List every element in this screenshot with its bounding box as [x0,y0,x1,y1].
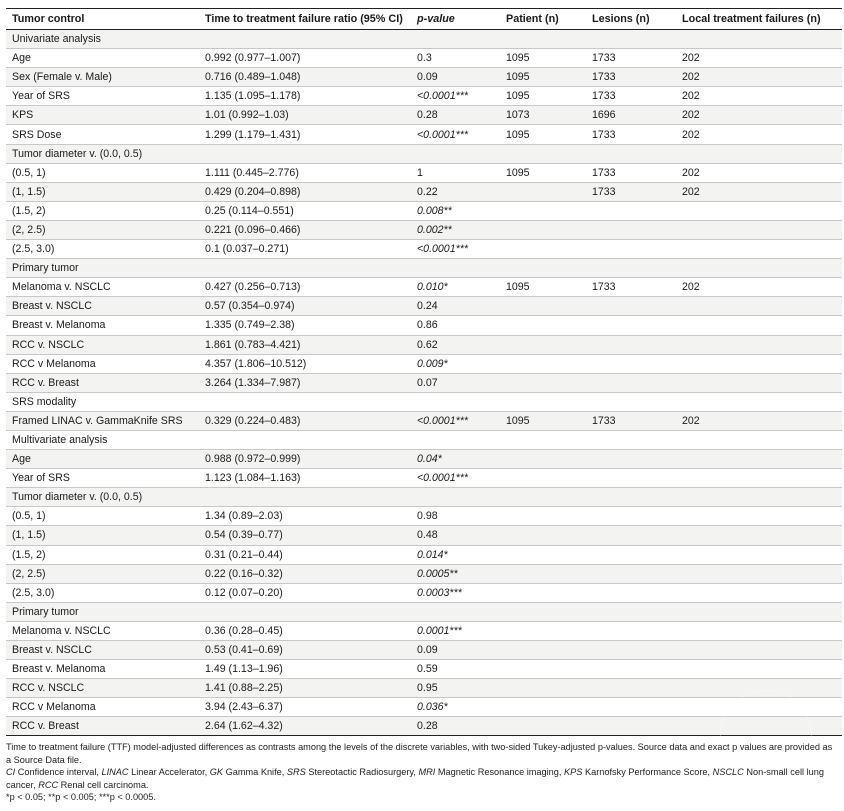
cell-lesions [586,316,676,335]
cell-patients [500,201,586,220]
cell-failures: 202 [676,125,842,144]
cell-patients: 1095 [500,87,586,106]
cell-patients [500,564,586,583]
cell-p-value: 0.24 [411,297,500,316]
table-row [6,297,842,316]
cell-variable: (0.5, 1) [6,163,199,182]
cell-failures [676,679,842,698]
cell-lesions [586,469,676,488]
abbreviation: KPS [564,767,583,778]
cell-lesions [586,679,676,698]
cell-ttf-ratio: 0.716 (0.489–1.048) [199,68,411,87]
cell-failures: 202 [676,106,842,125]
cell-variable: Year of SRS [6,87,199,106]
cell-lesions [586,450,676,469]
cell-ttf-ratio: 1.49 (1.13–1.96) [199,660,411,679]
cell-p-value: 0.22 [411,182,500,201]
cell-failures [676,583,842,602]
cell-patients [500,698,586,717]
cell-lesions: 1696 [586,106,676,125]
section-row [6,430,842,449]
cell-variable: Year of SRS [6,469,199,488]
cell-p-value: 0.002** [411,220,500,239]
cell-patients [500,507,586,526]
cell-p-value: 0.09 [411,68,500,87]
section-label: SRS modality [6,392,842,411]
cell-p-value: <0.0001*** [411,411,500,430]
cell-p-value: 0.07 [411,373,500,392]
table-row [6,163,842,182]
cell-variable: Framed LINAC v. GammaKnife SRS [6,411,199,430]
table-row [6,201,842,220]
cell-lesions [586,641,676,660]
table-body [6,30,842,736]
section-label: Primary tumor [6,259,842,278]
cell-variable: Melanoma v. NSCLC [6,621,199,640]
cell-failures [676,698,842,717]
cell-ttf-ratio: 4.357 (1.806–10.512) [199,354,411,373]
cell-lesions [586,583,676,602]
cell-failures [676,641,842,660]
table-row [6,373,842,392]
abbreviation-definition: Confidence interval, [15,767,102,778]
cell-ttf-ratio: 3.264 (1.334–7.987) [199,373,411,392]
cell-p-value: 0.014* [411,545,500,564]
table-row [6,526,842,545]
table-footnotes [6,741,836,804]
section-row [6,144,842,163]
cell-variable: (2, 2.5) [6,220,199,239]
cell-ttf-ratio: 3.94 (2.43–6.37) [199,698,411,717]
cell-failures [676,717,842,736]
cell-variable: (2, 2.5) [6,564,199,583]
cell-lesions [586,297,676,316]
section-label: Multivariate analysis [6,430,842,449]
cell-ttf-ratio: 0.988 (0.972–0.999) [199,450,411,469]
table-row [6,316,842,335]
cell-ttf-ratio: 0.329 (0.224–0.483) [199,411,411,430]
cell-variable: SRS Dose [6,125,199,144]
cell-ttf-ratio: 0.57 (0.354–0.974) [199,297,411,316]
cell-variable: Melanoma v. NSCLC [6,278,199,297]
cell-p-value: 0.59 [411,660,500,679]
cell-p-value: 0.95 [411,679,500,698]
cell-ttf-ratio: 1.299 (1.179–1.431) [199,125,411,144]
cell-failures: 202 [676,411,842,430]
cell-lesions [586,621,676,640]
cell-variable: KPS [6,106,199,125]
cell-failures: 202 [676,163,842,182]
cell-lesions [586,354,676,373]
section-label: Tumor diameter v. (0.0, 0.5) [6,144,842,163]
cell-failures [676,564,842,583]
cell-lesions [586,564,676,583]
cell-ttf-ratio: 0.992 (0.977–1.007) [199,49,411,68]
section-row [6,602,842,621]
table-row [6,68,842,87]
cell-patients [500,641,586,660]
cell-variable: (2.5, 3.0) [6,240,199,259]
table-row [6,106,842,125]
cell-variable: RCC v. NSCLC [6,335,199,354]
table-container [6,0,842,804]
cell-patients [500,297,586,316]
abbreviation: NSCLC [712,767,744,778]
cell-p-value: 0.28 [411,717,500,736]
cell-lesions [586,373,676,392]
cell-failures [676,220,842,239]
cell-patients: 1073 [500,106,586,125]
cell-failures [676,507,842,526]
table-row [6,354,842,373]
table-row [6,240,842,259]
table-row [6,125,842,144]
cell-failures: 202 [676,278,842,297]
cell-patients: 1095 [500,49,586,68]
cell-patients: 1095 [500,411,586,430]
cell-variable: (1, 1.5) [6,526,199,545]
cell-p-value: <0.0001*** [411,125,500,144]
abbreviation: MRI [418,767,436,778]
cell-patients [500,621,586,640]
cell-ttf-ratio: 0.31 (0.21–0.44) [199,545,411,564]
abbreviation-definition: Non-small cell lung cancer, [6,767,824,790]
cell-variable: (2.5, 3.0) [6,583,199,602]
cell-p-value: 0.3 [411,49,500,68]
table-row [6,507,842,526]
cell-p-value: 0.0003*** [411,583,500,602]
cell-p-value: 0.0001*** [411,621,500,640]
cell-lesions [586,201,676,220]
cell-variable: Breast v. Melanoma [6,660,199,679]
cell-variable: Breast v. NSCLC [6,297,199,316]
cell-lesions: 1733 [586,87,676,106]
abbreviation: SRS [286,767,306,778]
cell-patients [500,316,586,335]
header-p-value [411,9,500,30]
cell-lesions [586,526,676,545]
cell-lesions [586,698,676,717]
cell-p-value: 0.48 [411,526,500,545]
table-row [6,564,842,583]
cell-lesions [586,335,676,354]
cell-ttf-ratio: 0.1 (0.037–0.271) [199,240,411,259]
cell-variable: (0.5, 1) [6,507,199,526]
cell-ttf-ratio: 1.123 (1.084–1.163) [199,469,411,488]
cell-ttf-ratio: 1.01 (0.992–1.03) [199,106,411,125]
cell-lesions: 1733 [586,182,676,201]
cell-ttf-ratio: 1.861 (0.783–4.421) [199,335,411,354]
footnote-description: Time to treatment failure (TTF) model-adjusted differences as contrasts among the levels of the discrete variables, with two-sided Tukey-adjusted p-values. Source data and exact p values are provided as a Source Data file. [6,742,833,765]
table-row [6,583,842,602]
cell-patients [500,583,586,602]
cell-p-value: 0.86 [411,316,500,335]
cell-patients [500,182,586,201]
cell-patients [500,717,586,736]
cell-ttf-ratio: 1.335 (0.749–2.38) [199,316,411,335]
cell-p-value: 0.09 [411,641,500,660]
abbreviation: CI [6,767,16,778]
header-lesions: Lesions (n) [586,9,676,30]
cell-failures [676,297,842,316]
cell-variable: RCC v. Breast [6,717,199,736]
cell-p-value: 0.04* [411,450,500,469]
header-p-value-label: p-value [417,13,455,25]
section-row [6,30,842,49]
cell-patients [500,469,586,488]
footnote-significance: *p < 0.05; **p < 0.005; ***p < 0.0005. [6,792,156,803]
cell-lesions [586,717,676,736]
cell-ttf-ratio: 2.64 (1.62–4.32) [199,717,411,736]
table-row [6,679,842,698]
cell-ttf-ratio: 1.41 (0.88–2.25) [199,679,411,698]
cell-p-value: 0.008** [411,201,500,220]
cell-failures: 202 [676,49,842,68]
section-label: Primary tumor [6,602,842,621]
table-row [6,87,842,106]
cell-patients [500,450,586,469]
table-row [6,469,842,488]
abbreviation-definition: Karnofsky Performance Score, [582,767,713,778]
table-row [6,220,842,239]
header-patient: Patient (n) [500,9,586,30]
cell-ttf-ratio: 0.12 (0.07–0.20) [199,583,411,602]
cell-lesions [586,507,676,526]
cell-lesions: 1733 [586,125,676,144]
cell-failures [676,354,842,373]
cell-patients [500,354,586,373]
abbreviation-definition: Stereotactic Radiosurgery, [305,767,419,778]
header-ttf-ratio: Time to treatment failure ratio (95% CI) [199,9,411,30]
cell-variable: (1.5, 2) [6,545,199,564]
cell-p-value: 0.98 [411,507,500,526]
abbreviation-definition: Magnetic Resonance imaging, [435,767,565,778]
cell-variable: (1.5, 2) [6,201,199,220]
cell-failures [676,469,842,488]
cell-p-value: 0.0005** [411,564,500,583]
cell-variable: RCC v Melanoma [6,354,199,373]
cell-patients: 1095 [500,68,586,87]
cell-variable: RCC v. Breast [6,373,199,392]
cell-ttf-ratio: 0.429 (0.204–0.898) [199,182,411,201]
table-row [6,660,842,679]
cell-patients: 1095 [500,278,586,297]
abbreviation: LINAC [101,767,129,778]
abbreviation-definition: Gamma Knife, [223,767,287,778]
cell-patients [500,240,586,259]
cell-p-value: 0.009* [411,354,500,373]
cell-ttf-ratio: 0.54 (0.39–0.77) [199,526,411,545]
section-row [6,392,842,411]
cell-ttf-ratio: 1.34 (0.89–2.03) [199,507,411,526]
cell-p-value: 0.010* [411,278,500,297]
cell-failures [676,335,842,354]
cell-variable: Breast v. NSCLC [6,641,199,660]
cell-ttf-ratio: 0.53 (0.41–0.69) [199,641,411,660]
cell-p-value: <0.0001*** [411,87,500,106]
table-row [6,411,842,430]
cell-lesions: 1733 [586,278,676,297]
table-row [6,621,842,640]
cell-ttf-ratio: 0.25 (0.114–0.551) [199,201,411,220]
cell-p-value: 0.036* [411,698,500,717]
cell-ttf-ratio: 0.22 (0.16–0.32) [199,564,411,583]
cell-patients [500,679,586,698]
header-local-failures: Local treatment failures (n) [676,9,842,30]
cell-ttf-ratio: 0.427 (0.256–0.713) [199,278,411,297]
cell-lesions [586,240,676,259]
cell-patients [500,526,586,545]
cell-patients [500,373,586,392]
cell-variable: RCC v Melanoma [6,698,199,717]
table-row [6,49,842,68]
cell-failures: 202 [676,182,842,201]
cell-patients: 1095 [500,125,586,144]
cell-lesions: 1733 [586,163,676,182]
cell-ttf-ratio: 0.36 (0.28–0.45) [199,621,411,640]
cell-patients [500,545,586,564]
table-row [6,698,842,717]
cell-p-value: 0.62 [411,335,500,354]
cell-lesions [586,220,676,239]
table-row [6,641,842,660]
cell-p-value: 0.28 [411,106,500,125]
cell-variable: Breast v. Melanoma [6,316,199,335]
cell-variable: Sex (Female v. Male) [6,68,199,87]
abbreviation-definition: Renal cell carcinoma. [58,779,149,790]
cell-ttf-ratio: 1.135 (1.095–1.178) [199,87,411,106]
table-row [6,335,842,354]
section-label: Tumor diameter v. (0.0, 0.5) [6,488,842,507]
section-row [6,488,842,507]
cell-patients [500,660,586,679]
cell-lesions [586,545,676,564]
cell-lesions: 1733 [586,49,676,68]
cell-variable: Age [6,49,199,68]
cell-p-value: <0.0001*** [411,240,500,259]
abbreviation: GK [209,767,224,778]
table-row [6,717,842,736]
cell-failures [676,526,842,545]
cell-lesions: 1733 [586,411,676,430]
results-table [6,8,842,736]
cell-failures [676,240,842,259]
cell-failures [676,373,842,392]
cell-variable: RCC v. NSCLC [6,679,199,698]
cell-p-value: 1 [411,163,500,182]
header-row [6,9,842,30]
cell-failures [676,201,842,220]
cell-ttf-ratio: 0.221 (0.096–0.466) [199,220,411,239]
cell-lesions [586,660,676,679]
cell-patients: 1095 [500,163,586,182]
abbreviation-definition: Linear Accelerator, [128,767,210,778]
header-tumor-control: Tumor control [6,9,199,30]
footnote-abbreviations [6,766,836,791]
table-row [6,182,842,201]
cell-ttf-ratio: 1.111 (0.445–2.776) [199,163,411,182]
cell-failures [676,660,842,679]
cell-failures [676,545,842,564]
cell-p-value: <0.0001*** [411,469,500,488]
cell-variable: (1, 1.5) [6,182,199,201]
cell-failures: 202 [676,87,842,106]
cell-failures [676,621,842,640]
abbreviation: RCC [38,779,59,790]
cell-failures [676,316,842,335]
cell-lesions: 1733 [586,68,676,87]
table-row [6,545,842,564]
table-row [6,278,842,297]
cell-variable: Age [6,450,199,469]
cell-failures [676,450,842,469]
cell-failures: 202 [676,68,842,87]
cell-patients [500,335,586,354]
table-row [6,450,842,469]
section-row [6,259,842,278]
cell-patients [500,220,586,239]
section-label: Univariate analysis [6,30,842,49]
